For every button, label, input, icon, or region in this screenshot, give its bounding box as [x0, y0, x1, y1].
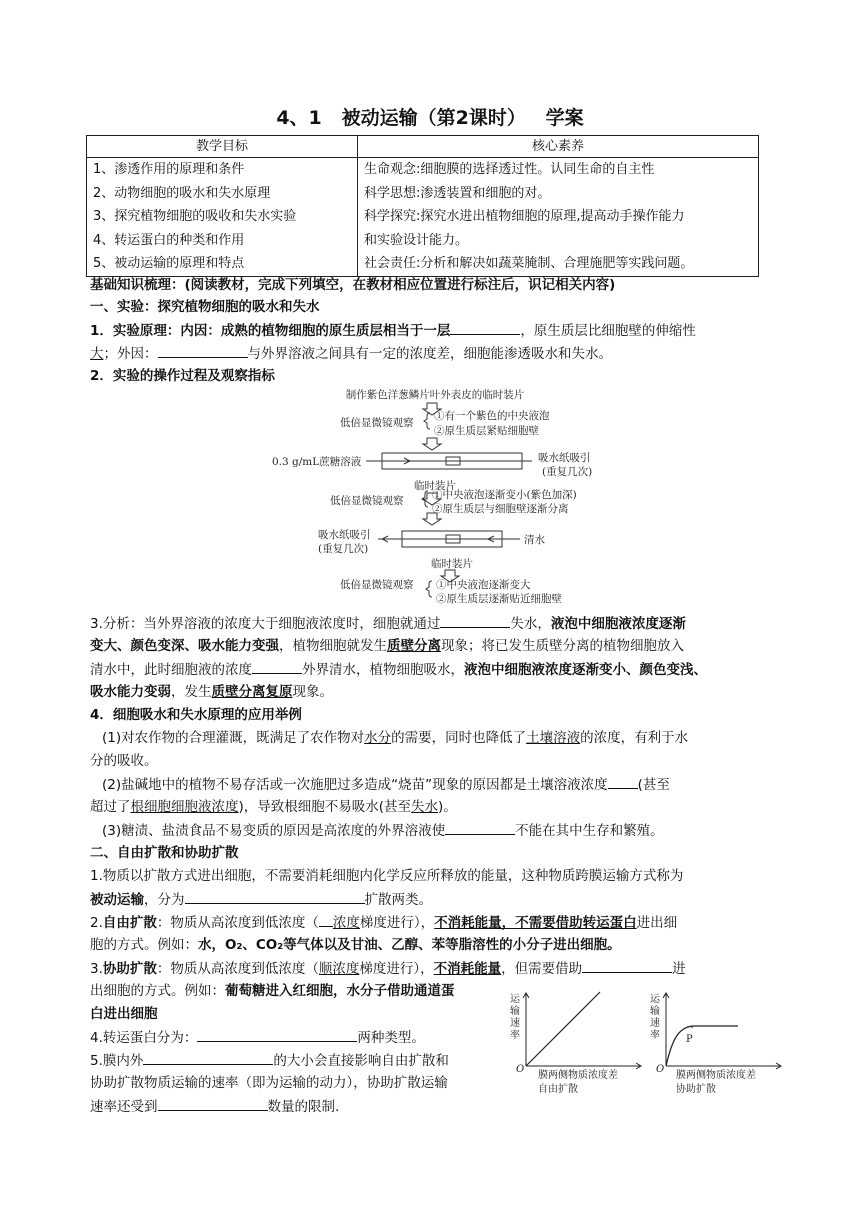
- application-heading: 4．细胞吸水和失水原理的应用举例: [90, 707, 302, 723]
- application-text: 不能在其中生存和繁殖。: [515, 823, 664, 839]
- flow-step-text: 低倍显微镜观察: [340, 417, 414, 429]
- analysis-line3: [90, 659, 770, 680]
- application-item2: [90, 774, 782, 795]
- diffusion-text: 5.膜内外: [90, 1053, 144, 1069]
- flow-step-text: ①有一个紫色的中央液泡: [434, 410, 550, 422]
- graph-xlabel: 膜两侧物质浓度差: [676, 1070, 756, 1081]
- application-text: (2)盐碱地中的植物不易存活或一次施肥过多造成“烧苗”现象的原因都是土壤溶液浓度: [102, 777, 608, 793]
- answer-text: 失水: [411, 799, 439, 815]
- principle-text: 1．实验原理：内因：成熟的植物细胞的原生质层相当于一层: [90, 323, 451, 339]
- graph-ylabel: 率: [650, 1030, 660, 1041]
- competency-item: 生命观念:细胞膜的选择透过性。认同生命的自主性: [364, 162, 655, 177]
- application-text: 的浓度，有利于水: [580, 730, 689, 746]
- answer-text: 质壁分离复原: [211, 684, 293, 700]
- experiment-flowchart: [270, 386, 600, 608]
- graph-ylabel: 输: [510, 1006, 520, 1017]
- diffusion-text: ，分为: [144, 892, 185, 908]
- diffusion-text: ：物质从高浓度到低浓度（: [156, 915, 319, 931]
- analysis-bold: 变大、颜色变深、吸水能力变强: [90, 638, 279, 654]
- graph-origin: O: [516, 1064, 525, 1075]
- diffusion-bold: 葡萄糖进入红细胞，水分子借助通道蛋: [225, 983, 455, 999]
- diffusion-text: ，但需要借助: [501, 961, 583, 977]
- analysis-text: 3.分析：当外界溶液的浓度大于细胞液浓度时，细胞就通过: [90, 616, 441, 632]
- diffusion-text: ：物质从高浓度到低浓度（: [156, 961, 319, 977]
- application-item1: [90, 728, 782, 748]
- analysis-line2: [90, 636, 770, 656]
- blank-field[interactable]: [185, 889, 365, 904]
- gradient-line2: 协助扩散物质运输的速率（即为运输的动力），协助扩散运输: [90, 1075, 448, 1091]
- application-text: )。: [438, 799, 457, 815]
- diffusion-bold: 水，O₂、CO₂等气体以及甘油、乙醇、苯等脂溶性的小分子进出细胞。: [198, 937, 621, 953]
- analysis-bold: 吸水能力变弱: [90, 684, 171, 700]
- flow-step-text: ②原生质层逐渐贴近细胞壁: [436, 593, 562, 605]
- application-text: (1)对农作物的合理灌溉，既满足了农作物对: [102, 730, 365, 746]
- application-text: (3)糖渍、盐渍食品不易变质的原因是高浓度的外界溶液使: [102, 823, 446, 839]
- blank-field[interactable]: [440, 613, 510, 628]
- graph-ylabel: 速: [650, 1018, 660, 1029]
- objective-item: 3、探究植物细胞的吸收和失水实验: [93, 209, 297, 224]
- competency-item: 和实验设计能力。: [364, 232, 469, 248]
- brace-icon: [424, 413, 430, 429]
- diffusion-text: 3.: [90, 961, 103, 977]
- analysis-text: 现象。: [292, 684, 333, 700]
- answer-text: 不消耗能量: [433, 961, 502, 977]
- graph-origin: O: [656, 1064, 665, 1075]
- answer-text: 大: [90, 346, 104, 362]
- principle-text: ；外因：: [103, 346, 158, 362]
- graph-ylabel: 输: [650, 1006, 660, 1017]
- simple-diffusion-line2: [90, 935, 770, 955]
- intro-line: 基础知识梳理：(阅读教材，完成下列填空，在教材相应位置进行标注后，识记相关内容): [90, 277, 616, 293]
- section1-heading: 一、实验：探究植物细胞的吸水和失水: [90, 299, 320, 315]
- graph-ylabel: 速: [510, 1018, 520, 1029]
- flow-step-text: 临时装片: [414, 480, 456, 492]
- analysis-text: ，发生: [171, 684, 212, 700]
- analysis-line4: [90, 682, 770, 702]
- principle-line2: [90, 343, 770, 364]
- diffusion-line2: [90, 889, 770, 910]
- flow-step-text: 临时装片: [431, 558, 473, 570]
- diffusion-bold: 协助扩散: [102, 961, 157, 977]
- application-text: 的需要，同时也降低了: [391, 730, 527, 746]
- graph-caption: 自由扩散: [538, 1084, 578, 1095]
- down-arrow-icon: [423, 438, 441, 450]
- rate-curve: [666, 1026, 738, 1066]
- diffusion-text: 胞的方式。例如：: [90, 937, 198, 953]
- graph-ylabel: 运: [650, 994, 660, 1005]
- transport-protein-line: [90, 1027, 500, 1048]
- answer-text: 土壤溶液: [526, 730, 581, 746]
- answer-text: 浓度: [332, 915, 360, 931]
- blank-field[interactable]: [319, 912, 333, 927]
- competency-item: 社会责任:分析和解决如蔬菜腌制、合理施肥等实践问题。: [364, 256, 694, 271]
- analysis-text: ，植物细胞就发生: [279, 638, 387, 654]
- diffusion-text: 4.转运蛋白分为：: [90, 1030, 198, 1046]
- flow-step-text: (重复几次): [318, 543, 369, 555]
- objective-item: 1、渗透作用的原理和条件: [93, 162, 245, 177]
- diffusion-text: 扩散两类。: [364, 892, 432, 908]
- blank-field[interactable]: [143, 1050, 273, 1065]
- diffusion-bold: 自由扩散: [102, 915, 157, 931]
- objective-item: 5、被动运输的原理和特点: [93, 256, 245, 271]
- flow-step-text: 清水: [524, 534, 545, 546]
- application-item3: [90, 820, 782, 841]
- diffusion-text: 梯度进行），: [359, 961, 434, 977]
- diffusion-line1: 1.物质以扩散方式进出细胞，不需要消耗细胞内化学反应所释放的能量，这种物质跨膜运输方式称为: [90, 868, 684, 884]
- competency-item: 科学思想:渗透装置和细胞的对。: [364, 185, 551, 201]
- objectives-table: [86, 135, 759, 277]
- analysis-bold: 液泡中细胞液浓度逐渐: [550, 616, 686, 632]
- objectives-header: 教学目标: [87, 136, 358, 158]
- objective-item: 2、动物细胞的吸水和失水原理: [93, 185, 271, 201]
- answer-text: 顺浓度: [318, 961, 360, 977]
- application-text: (甚至: [637, 777, 670, 793]
- blank-field[interactable]: [582, 958, 672, 973]
- diffusion-text: 梯度进行），: [359, 915, 435, 931]
- gradient-line3: [90, 1096, 500, 1117]
- diffusion-text: 进出细: [636, 915, 678, 931]
- application-text: 超过了: [90, 799, 131, 815]
- analysis-text: 失水，: [510, 616, 551, 632]
- competency-header: 核心素养: [358, 136, 759, 158]
- facilitated-diffusion-graph: [648, 990, 788, 1100]
- diffusion-text: 速率还受到: [90, 1099, 158, 1115]
- competency-item: 科学探究:探究水进出植物细胞的原理,提高动手操作能力: [364, 209, 685, 224]
- graph-caption: 协助扩散: [676, 1084, 716, 1095]
- answer-text: 不消耗能量，不需要借助转运蛋白: [434, 915, 637, 931]
- competency-list: [358, 158, 759, 277]
- flow-step-text: ①中央液泡逐渐变小(紫色加深): [432, 489, 577, 501]
- analysis-text: 现象；将已发生质壁分离的植物细胞放入: [441, 638, 684, 654]
- blank-field[interactable]: [158, 343, 248, 358]
- flow-step-text: 低倍显微镜观察: [330, 495, 404, 507]
- analysis-text: 清水中，此时细胞液的浓度: [90, 662, 252, 678]
- application-item2-cont: [90, 797, 770, 817]
- application-text: )，导致根细胞不易吸水(甚至: [238, 799, 412, 815]
- flow-step-text: 0.3 g/mL蔗糖溶液: [272, 456, 362, 468]
- brace-icon: [426, 581, 432, 597]
- graph-ylabel: 率: [510, 1030, 520, 1041]
- blank-field[interactable]: [608, 774, 638, 789]
- flow-step-text: ①中央液泡逐渐变大: [436, 579, 531, 591]
- graph-ylabel: 运: [510, 994, 520, 1005]
- simple-diffusion-line1: [90, 912, 770, 933]
- analysis-text: 外界清水，植物细胞吸水，: [302, 662, 464, 678]
- diffusion-bold: 被动运输: [90, 892, 144, 908]
- flow-step-text: (重复几次): [542, 466, 593, 478]
- analysis-line1: [90, 613, 770, 634]
- principle-text: 与外界溶液之间具有一定的浓度差，细胞能渗透吸水和失水。: [247, 346, 612, 362]
- blank-field[interactable]: [450, 320, 520, 335]
- rate-curve: [526, 992, 600, 1066]
- principle-text: ，原生质层比细胞壁的伸缩性: [520, 323, 696, 339]
- facilitated-diffusion-line1: [90, 958, 770, 979]
- flow-step-text: ②原生质层与细胞壁逐渐分离: [432, 503, 569, 515]
- gradient-line1: [90, 1050, 500, 1071]
- facilitated-diffusion-line3: 白进出细胞: [90, 1006, 158, 1022]
- answer-text: 根细胞细胞液浓度: [130, 799, 239, 815]
- diffusion-text: 的大小会直接影响自由扩散和: [273, 1053, 449, 1069]
- simple-diffusion-graph: [508, 990, 648, 1100]
- graph-xlabel: 膜两侧物质浓度差: [538, 1070, 618, 1081]
- flow-step-text: ②原生质层紧贴细胞壁: [434, 425, 539, 437]
- flow-step-text: 吸水纸吸引: [318, 529, 371, 541]
- answer-text: 质壁分离: [387, 638, 441, 654]
- application-item1-cont: 分的吸收。: [90, 753, 158, 769]
- diffusion-text: 出细胞的方式。例如：: [90, 983, 225, 999]
- objective-item: 4、转运蛋白的种类和作用: [93, 232, 245, 248]
- diffusion-text: 数量的限制.: [267, 1099, 340, 1115]
- page-title: 4、1 被动运输（第2课时） 学案: [276, 107, 584, 129]
- graph-point-label: P: [686, 1034, 693, 1045]
- answer-text: 水分: [364, 730, 392, 746]
- diffusion-text: 进: [672, 961, 686, 977]
- procedure-heading: 2．实验的操作过程及观察指标: [90, 368, 275, 384]
- blank-field[interactable]: [197, 1027, 357, 1042]
- flow-step-text: 吸水纸吸引: [538, 452, 591, 464]
- analysis-bold: 液泡中细胞液浓度逐渐变小、颜色变浅、: [464, 662, 707, 678]
- flow-step-text: 制作紫色洋葱鳞片叶外表皮的临时装片: [345, 389, 525, 401]
- diffusion-text: 两种类型。: [357, 1030, 425, 1046]
- objectives-list: [87, 158, 358, 277]
- principle-line1: [90, 320, 770, 341]
- diffusion-text: 2.: [90, 915, 103, 931]
- section2-heading: 二、自由扩散和协助扩散: [90, 845, 239, 861]
- blank-field[interactable]: [158, 1096, 268, 1111]
- blank-field[interactable]: [445, 820, 515, 835]
- blank-field[interactable]: [252, 659, 302, 674]
- flow-step-text: 低倍显微镜观察: [340, 579, 414, 591]
